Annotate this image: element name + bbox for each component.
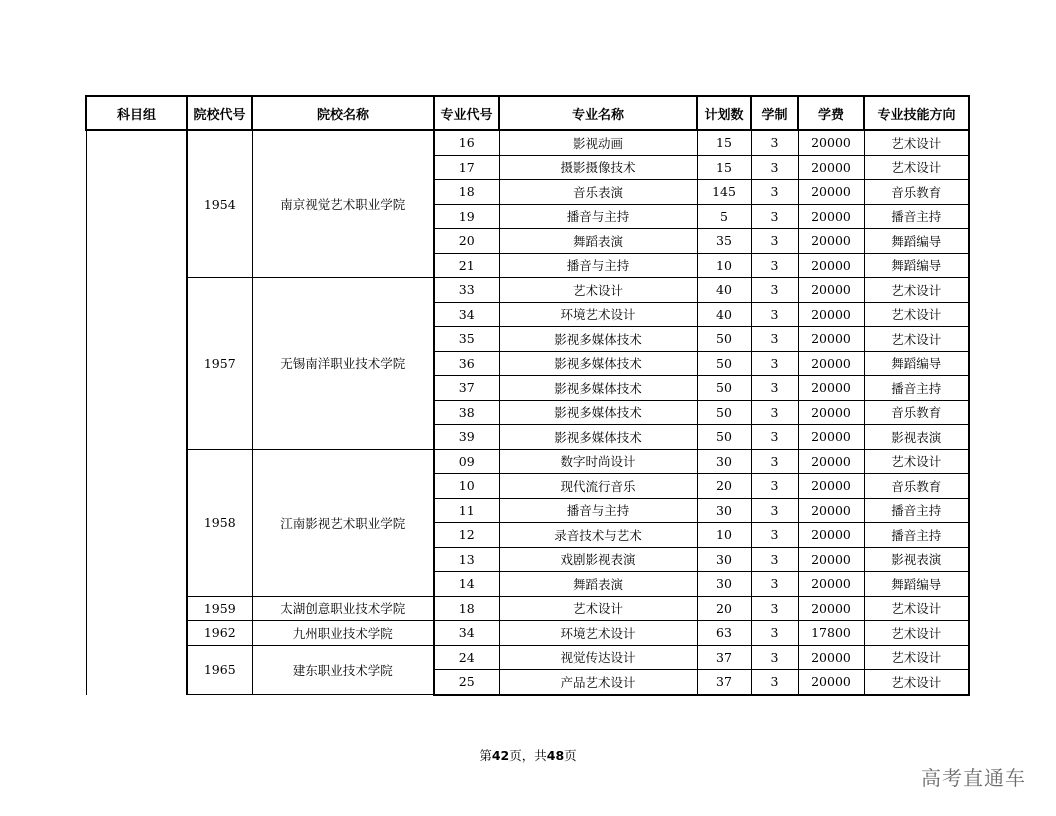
major-code-cell: 33 <box>434 278 499 303</box>
school-name-cell: 南京视觉艺术职业学院 <box>252 130 434 278</box>
years-cell: 3 <box>751 645 798 670</box>
years-cell: 3 <box>751 253 798 278</box>
major-name-cell: 影视多媒体技术 <box>499 400 697 425</box>
major-name-cell: 影视多媒体技术 <box>499 327 697 352</box>
major-code-cell: 25 <box>434 670 499 695</box>
plan-cell: 20 <box>697 596 751 621</box>
direction-cell: 艺术设计 <box>864 621 969 646</box>
fee-cell: 20000 <box>798 670 864 695</box>
school-name-cell: 建东职业技术学院 <box>252 645 434 695</box>
direction-cell: 舞蹈编导 <box>864 351 969 376</box>
fee-cell: 20000 <box>798 596 864 621</box>
page-footer <box>0 746 1056 764</box>
fee-cell: 20000 <box>798 376 864 401</box>
plan-cell: 50 <box>697 425 751 450</box>
major-code-cell: 18 <box>434 180 499 205</box>
fee-cell: 20000 <box>798 278 864 303</box>
major-code-cell: 20 <box>434 229 499 254</box>
school-code-cell: 1958 <box>187 449 252 596</box>
major-code-cell: 09 <box>434 449 499 474</box>
fee-cell: 20000 <box>798 645 864 670</box>
major-code-cell: 17 <box>434 155 499 180</box>
watermark: 高考直通车 <box>921 766 1026 790</box>
school-name-cell: 太湖创意职业技术学院 <box>252 596 434 621</box>
header-school-name: 院校名称 <box>252 96 434 130</box>
table-row <box>86 621 969 646</box>
footer-current-page: 42 <box>491 748 510 763</box>
major-name-cell: 艺术设计 <box>499 596 697 621</box>
footer-suffix: 页 <box>564 748 577 763</box>
fee-cell: 20000 <box>798 498 864 523</box>
fee-cell: 20000 <box>798 180 864 205</box>
major-code-cell: 13 <box>434 547 499 572</box>
major-name-cell: 影视多媒体技术 <box>499 425 697 450</box>
school-code-cell: 1957 <box>187 278 252 450</box>
fee-cell: 20000 <box>798 400 864 425</box>
table-header-row <box>86 96 969 130</box>
direction-cell: 艺术设计 <box>864 327 969 352</box>
direction-cell: 音乐教育 <box>864 400 969 425</box>
plan-cell: 15 <box>697 155 751 180</box>
major-code-cell: 18 <box>434 596 499 621</box>
major-name-cell: 戏剧影视表演 <box>499 547 697 572</box>
fee-cell: 20000 <box>798 302 864 327</box>
major-code-cell: 38 <box>434 400 499 425</box>
major-name-cell: 产品艺术设计 <box>499 670 697 695</box>
direction-cell: 艺术设计 <box>864 596 969 621</box>
major-code-cell: 10 <box>434 474 499 499</box>
school-name-cell: 无锡南洋职业技术学院 <box>252 278 434 450</box>
plan-cell: 35 <box>697 229 751 254</box>
direction-cell: 播音主持 <box>864 523 969 548</box>
header-school-code: 院校代号 <box>187 96 252 130</box>
major-name-cell: 播音与主持 <box>499 253 697 278</box>
direction-cell: 艺术设计 <box>864 302 969 327</box>
major-name-cell: 影视动画 <box>499 130 697 155</box>
fee-cell: 20000 <box>798 229 864 254</box>
table-row <box>86 645 969 670</box>
plan-cell: 50 <box>697 327 751 352</box>
direction-cell: 舞蹈编导 <box>864 572 969 597</box>
plan-cell: 40 <box>697 302 751 327</box>
header-major-code: 专业代号 <box>434 96 499 130</box>
years-cell: 3 <box>751 155 798 180</box>
fee-cell: 20000 <box>798 204 864 229</box>
major-name-cell: 影视多媒体技术 <box>499 351 697 376</box>
major-name-cell: 环境艺术设计 <box>499 302 697 327</box>
plan-cell: 145 <box>697 180 751 205</box>
direction-cell: 艺术设计 <box>864 449 969 474</box>
years-cell: 3 <box>751 302 798 327</box>
header-years: 学制 <box>751 96 798 130</box>
years-cell: 3 <box>751 351 798 376</box>
fee-cell: 20000 <box>798 351 864 376</box>
years-cell: 3 <box>751 180 798 205</box>
years-cell: 3 <box>751 204 798 229</box>
major-name-cell: 数字时尚设计 <box>499 449 697 474</box>
years-cell: 3 <box>751 572 798 597</box>
years-cell: 3 <box>751 547 798 572</box>
fee-cell: 20000 <box>798 155 864 180</box>
direction-cell: 播音主持 <box>864 376 969 401</box>
footer-middle: 页，共 <box>509 748 547 763</box>
direction-cell: 艺术设计 <box>864 155 969 180</box>
direction-cell: 艺术设计 <box>864 130 969 155</box>
table-body <box>86 130 969 695</box>
admission-plan-table <box>85 95 970 696</box>
fee-cell: 20000 <box>798 547 864 572</box>
header-major-name: 专业名称 <box>499 96 697 130</box>
years-cell: 3 <box>751 327 798 352</box>
major-code-cell: 37 <box>434 376 499 401</box>
table-row <box>86 278 969 303</box>
major-name-cell: 摄影摄像技术 <box>499 155 697 180</box>
plan-cell: 37 <box>697 645 751 670</box>
direction-cell: 音乐教育 <box>864 180 969 205</box>
school-code-cell: 1962 <box>187 621 252 646</box>
major-code-cell: 19 <box>434 204 499 229</box>
school-name-cell: 九州职业技术学院 <box>252 621 434 646</box>
direction-cell: 影视表演 <box>864 547 969 572</box>
direction-cell: 舞蹈编导 <box>864 229 969 254</box>
plan-cell: 30 <box>697 498 751 523</box>
school-code-cell: 1959 <box>187 596 252 621</box>
fee-cell: 20000 <box>798 572 864 597</box>
plan-cell: 37 <box>697 670 751 695</box>
major-code-cell: 14 <box>434 572 499 597</box>
direction-cell: 艺术设计 <box>864 278 969 303</box>
major-code-cell: 12 <box>434 523 499 548</box>
major-code-cell: 34 <box>434 621 499 646</box>
fee-cell: 20000 <box>798 327 864 352</box>
years-cell: 3 <box>751 474 798 499</box>
plan-cell: 50 <box>697 400 751 425</box>
major-code-cell: 16 <box>434 130 499 155</box>
major-code-cell: 21 <box>434 253 499 278</box>
direction-cell: 艺术设计 <box>864 670 969 695</box>
footer-total-pages: 48 <box>546 748 565 763</box>
major-name-cell: 播音与主持 <box>499 204 697 229</box>
major-code-cell: 36 <box>434 351 499 376</box>
school-code-cell: 1965 <box>187 645 252 695</box>
fee-cell: 20000 <box>798 523 864 548</box>
major-name-cell: 舞蹈表演 <box>499 229 697 254</box>
years-cell: 3 <box>751 596 798 621</box>
fee-cell: 17800 <box>798 621 864 646</box>
header-direction: 专业技能方向 <box>864 96 969 130</box>
plan-cell: 5 <box>697 204 751 229</box>
school-name-cell: 江南影视艺术职业学院 <box>252 449 434 596</box>
years-cell: 3 <box>751 621 798 646</box>
years-cell: 3 <box>751 498 798 523</box>
fee-cell: 20000 <box>798 474 864 499</box>
years-cell: 3 <box>751 670 798 695</box>
major-code-cell: 11 <box>434 498 499 523</box>
major-name-cell: 艺术设计 <box>499 278 697 303</box>
footer-prefix: 第 <box>479 748 492 763</box>
direction-cell: 影视表演 <box>864 425 969 450</box>
plan-cell: 50 <box>697 351 751 376</box>
table-row <box>86 596 969 621</box>
school-code-cell: 1954 <box>187 130 252 278</box>
years-cell: 3 <box>751 425 798 450</box>
table-row <box>86 449 969 474</box>
major-code-cell: 24 <box>434 645 499 670</box>
years-cell: 3 <box>751 449 798 474</box>
plan-cell: 30 <box>697 547 751 572</box>
major-name-cell: 现代流行音乐 <box>499 474 697 499</box>
years-cell: 3 <box>751 400 798 425</box>
major-code-cell: 34 <box>434 302 499 327</box>
plan-cell: 30 <box>697 572 751 597</box>
plan-cell: 63 <box>697 621 751 646</box>
header-plan: 计划数 <box>697 96 751 130</box>
direction-cell: 艺术设计 <box>864 645 969 670</box>
subject-group-cell <box>86 130 187 695</box>
fee-cell: 20000 <box>798 425 864 450</box>
major-name-cell: 播音与主持 <box>499 498 697 523</box>
plan-cell: 10 <box>697 523 751 548</box>
plan-cell: 10 <box>697 253 751 278</box>
years-cell: 3 <box>751 130 798 155</box>
major-name-cell: 影视多媒体技术 <box>499 376 697 401</box>
direction-cell: 音乐教育 <box>864 474 969 499</box>
major-name-cell: 视觉传达设计 <box>499 645 697 670</box>
major-name-cell: 舞蹈表演 <box>499 572 697 597</box>
major-name-cell: 环境艺术设计 <box>499 621 697 646</box>
major-name-cell: 录音技术与艺术 <box>499 523 697 548</box>
years-cell: 3 <box>751 229 798 254</box>
major-name-cell: 音乐表演 <box>499 180 697 205</box>
years-cell: 3 <box>751 523 798 548</box>
plan-cell: 20 <box>697 474 751 499</box>
direction-cell: 播音主持 <box>864 498 969 523</box>
fee-cell: 20000 <box>798 253 864 278</box>
direction-cell: 播音主持 <box>864 204 969 229</box>
table-row <box>86 130 969 155</box>
fee-cell: 20000 <box>798 449 864 474</box>
plan-cell: 30 <box>697 449 751 474</box>
years-cell: 3 <box>751 278 798 303</box>
major-code-cell: 39 <box>434 425 499 450</box>
header-subject-group: 科目组 <box>86 96 187 130</box>
direction-cell: 舞蹈编导 <box>864 253 969 278</box>
header-fee: 学费 <box>798 96 864 130</box>
major-code-cell: 35 <box>434 327 499 352</box>
fee-cell: 20000 <box>798 130 864 155</box>
plan-cell: 50 <box>697 376 751 401</box>
years-cell: 3 <box>751 376 798 401</box>
plan-cell: 15 <box>697 130 751 155</box>
plan-cell: 40 <box>697 278 751 303</box>
